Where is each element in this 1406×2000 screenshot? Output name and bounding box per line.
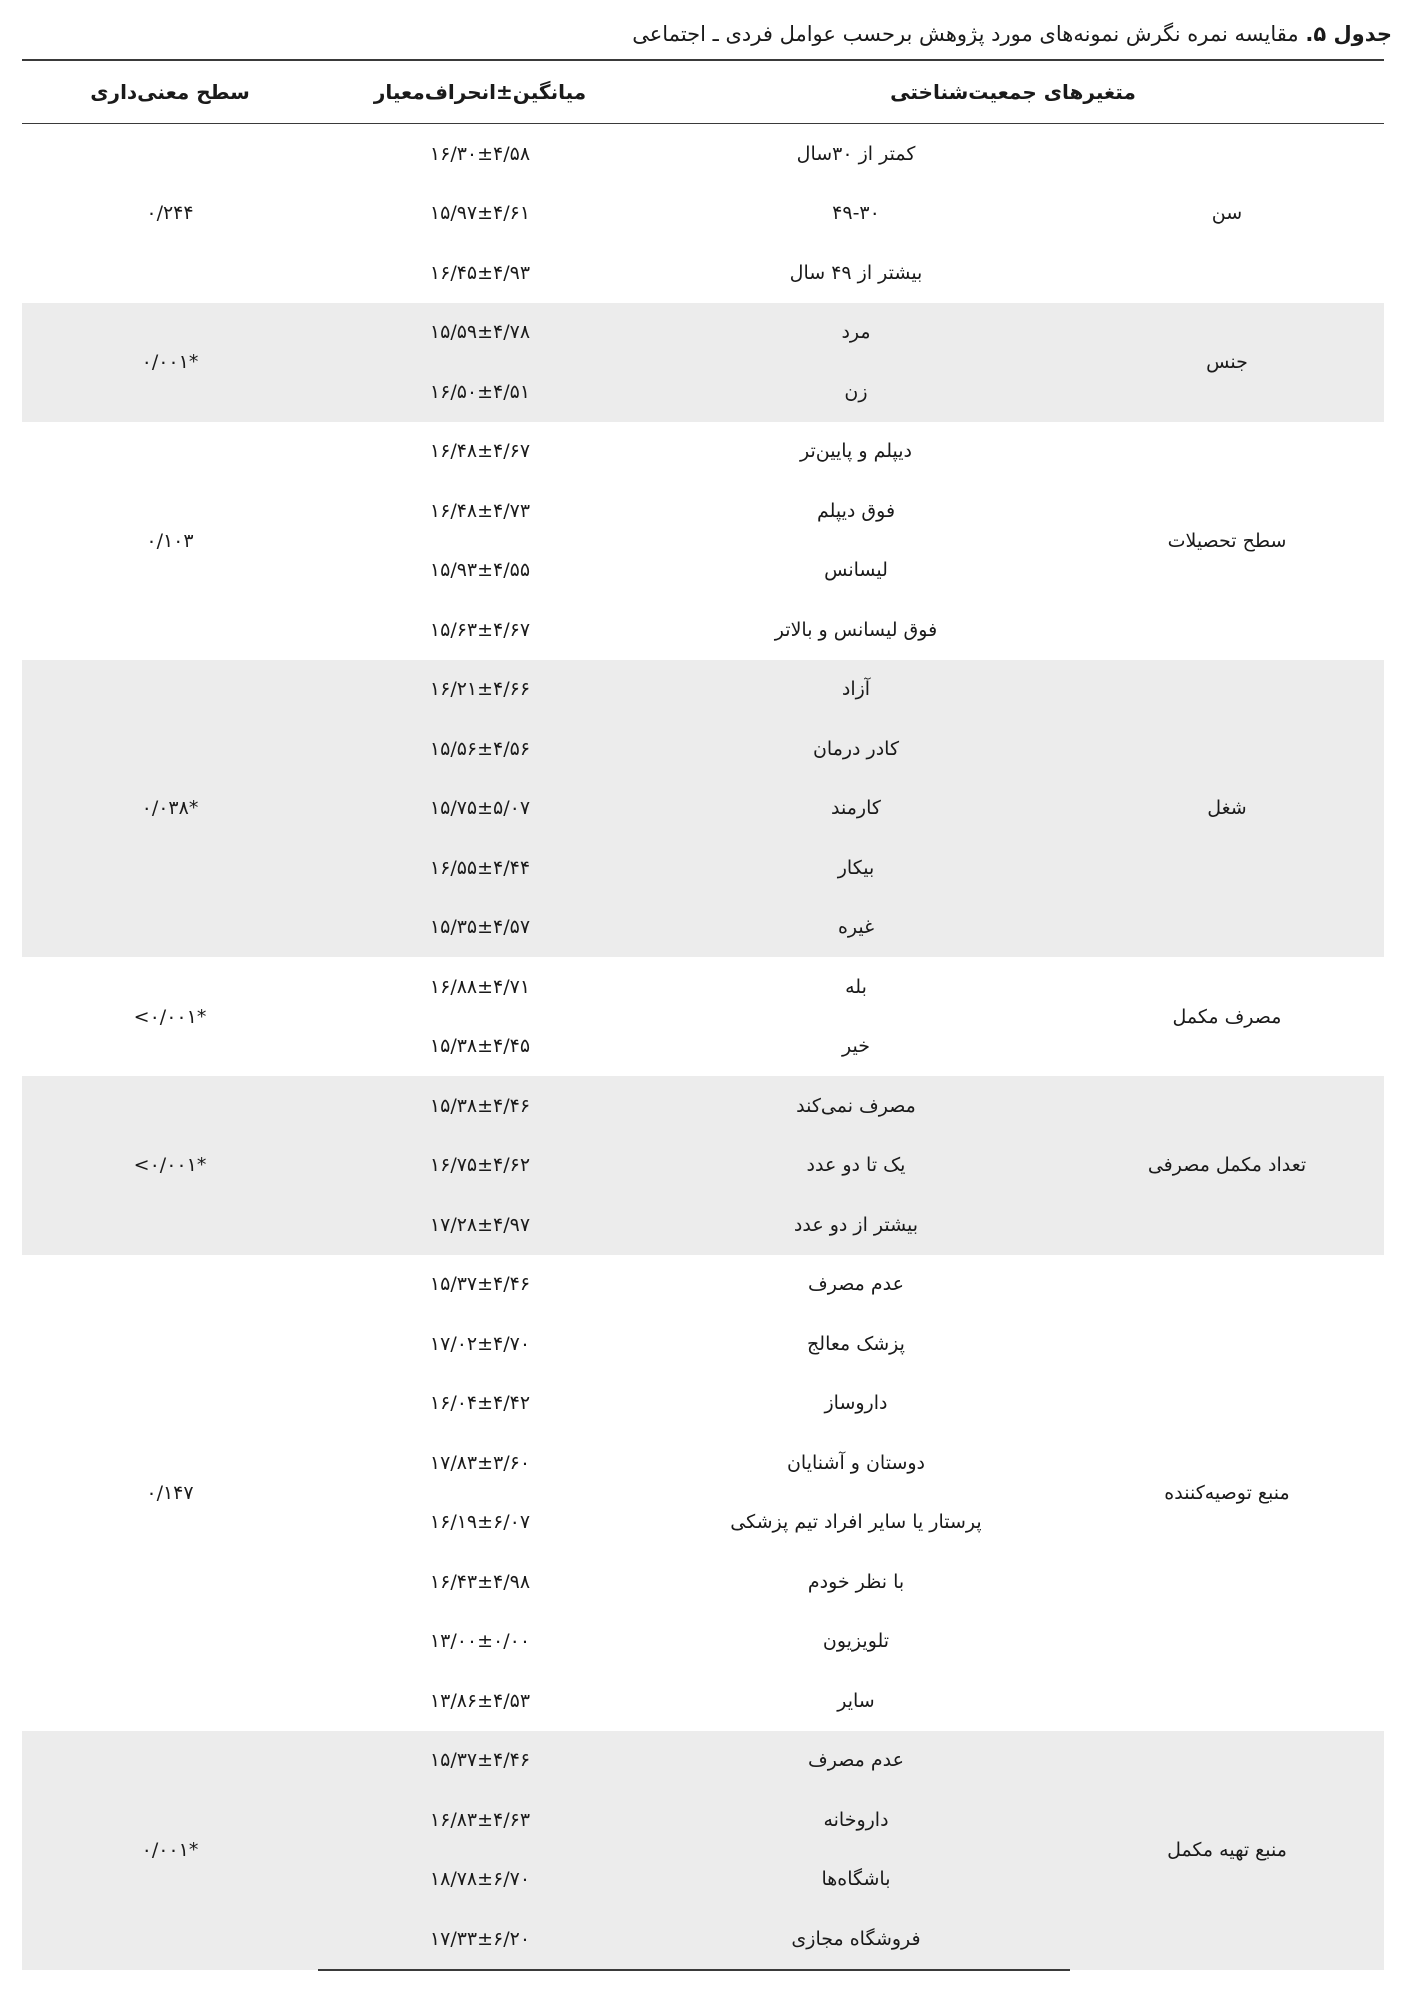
mean-sd-value: ۱۵/۳۸±۴/۴۶ xyxy=(429,1094,531,1117)
significance-value: ۰/۱۰۳ xyxy=(146,529,194,552)
header-mean-sd: میانگین±انحراف‌معیار xyxy=(318,60,642,124)
table-row xyxy=(22,303,1384,363)
variable-name: منبع توصیه‌کننده xyxy=(1164,1481,1290,1504)
mean-sd-value: ۱۵/۷۵±۵/۰۷ xyxy=(429,797,531,820)
category-label: فوق دیپلم xyxy=(816,499,896,522)
category-label: ۴۹-۳۰ xyxy=(832,202,880,225)
mean-sd-cell xyxy=(318,541,642,601)
category-label: بیشتر از دو عدد xyxy=(642,1195,1070,1255)
mean-sd-value: ۱۵/۵۶±۴/۵۶ xyxy=(429,737,531,760)
variable-name: سن xyxy=(1211,202,1243,225)
mean-sd-value: ۱۶/۷۵±۴/۶۲ xyxy=(429,1154,531,1177)
mean-sd-cell xyxy=(318,1790,642,1850)
table-row xyxy=(22,1255,1384,1315)
mean-sd-value: ۱۵/۳۷±۴/۴۶ xyxy=(429,1273,531,1296)
mean-sd-cell xyxy=(318,362,642,422)
mean-sd-cell xyxy=(318,898,642,958)
mean-sd-cell xyxy=(318,1909,642,1970)
mean-sd-cell xyxy=(318,1731,642,1791)
category-label: فوق لیسانس و بالاتر xyxy=(774,618,938,641)
mean-sd-value: ۱۷/۸۳±۳/۶۰ xyxy=(429,1451,531,1474)
table-caption xyxy=(14,14,1392,54)
mean-sd-cell xyxy=(318,1374,642,1434)
significance-value: ۰/۱۴۷ xyxy=(146,1481,194,1504)
mean-sd-value: ۱۵/۳۸±۴/۴۵ xyxy=(429,1035,531,1058)
table-row xyxy=(22,1731,1384,1791)
variable-name: جنس xyxy=(1070,303,1384,422)
category-label: باشگاه‌ها xyxy=(642,1850,1070,1910)
variable-name: مصرف مکمل xyxy=(1172,1005,1282,1028)
mean-sd-value: ۱۵/۵۹±۴/۷۸ xyxy=(429,321,531,344)
table-row xyxy=(22,1076,1384,1136)
mean-sd-value: ۱۶/۴۳±۴/۹۸ xyxy=(429,1570,531,1593)
results-table xyxy=(22,59,1384,1971)
mean-sd-value: ۱۵/۹۳±۴/۵۵ xyxy=(429,559,531,582)
mean-sd-cell xyxy=(318,1195,642,1255)
mean-sd-value: ۱۶/۰۴±۴/۴۲ xyxy=(429,1392,531,1415)
mean-sd-value: ۱۵/۶۳±۴/۶۷ xyxy=(429,618,531,641)
header-variable: متغیرهای جمعیت‌شناختی xyxy=(642,60,1384,124)
caption-text: مقایسه نمره نگرش نمونه‌های مورد پژوهش برحسب عوامل فردی ـ اجتماعی xyxy=(632,22,1299,46)
mean-sd-cell xyxy=(318,1433,642,1493)
category-label: سایر xyxy=(837,1689,875,1712)
category-label: عدم مصرف xyxy=(642,1731,1070,1791)
mean-sd-cell xyxy=(318,1850,642,1910)
category-label: بله xyxy=(845,975,867,998)
mean-sd-cell xyxy=(318,719,642,779)
significance-cell xyxy=(22,1731,318,1970)
mean-sd-cell xyxy=(318,1076,642,1136)
category-label: خیر xyxy=(842,1035,870,1058)
mean-sd-value: ۱۳/۸۶±۴/۵۳ xyxy=(429,1689,531,1712)
category-label: با نظر خودم xyxy=(807,1570,905,1593)
mean-sd-value: ۱۶/۴۸±۴/۶۷ xyxy=(429,440,531,463)
mean-sd-cell xyxy=(318,838,642,898)
significance-value: ۰/۰۰۱* xyxy=(141,351,199,373)
category-label: غیره xyxy=(642,898,1070,958)
category-label: لیسانس xyxy=(824,559,888,582)
caption-label: جدول ۵. xyxy=(1305,22,1392,46)
mean-sd-cell xyxy=(318,1255,642,1315)
mean-sd-value: ۱۳/۰۰±۰/۰۰ xyxy=(429,1630,531,1653)
mean-sd-cell xyxy=(318,660,642,720)
mean-sd-cell xyxy=(318,422,642,482)
category-label: بیشتر از ۴۹ سال xyxy=(789,261,923,284)
category-label: دیپلم و پایین‌تر xyxy=(799,440,912,463)
category-label: مرد xyxy=(642,303,1070,363)
category-label: داروساز xyxy=(824,1392,888,1415)
mean-sd-cell xyxy=(318,1017,642,1077)
category-label: کمتر از ۳۰سال xyxy=(796,142,916,165)
mean-sd-value: ۱۵/۳۷±۴/۴۶ xyxy=(429,1749,531,1772)
variable-name: سطح تحصیلات xyxy=(1167,529,1287,552)
mean-sd-cell xyxy=(318,1136,642,1196)
mean-sd-cell xyxy=(318,1671,642,1731)
mean-sd-cell xyxy=(318,1314,642,1374)
category-label: آزاد xyxy=(642,660,1070,720)
mean-sd-value: ۱۶/۴۸±۴/۷۳ xyxy=(429,499,531,522)
significance-value: <۰/۰۰۱* xyxy=(133,1154,207,1177)
category-label: کارمند xyxy=(642,779,1070,839)
mean-sd-cell xyxy=(318,957,642,1017)
mean-sd-value: ۱۶/۳۰±۴/۵۸ xyxy=(429,142,531,165)
significance-cell xyxy=(22,660,318,958)
mean-sd-value: ۱۷/۳۳±۶/۲۰ xyxy=(429,1927,531,1950)
mean-sd-cell xyxy=(318,303,642,363)
category-label: کادر درمان xyxy=(642,719,1070,779)
significance-value: ۰/۰۰۱* xyxy=(141,1839,199,1861)
significance-cell xyxy=(22,124,318,303)
mean-sd-value: ۱۶/۲۱±۴/۶۶ xyxy=(429,678,531,701)
category-label: پرستار یا سایر افراد تیم پزشکی xyxy=(730,1511,982,1534)
mean-sd-cell xyxy=(318,1552,642,1612)
table-row xyxy=(22,660,1384,720)
significance-value: <۰/۰۰۱* xyxy=(133,1005,207,1028)
table-row xyxy=(22,124,1384,184)
mean-sd-value: ۱۶/۵۵±۴/۴۴ xyxy=(429,856,531,879)
mean-sd-cell xyxy=(318,184,642,244)
significance-value: ۰/۲۴۴ xyxy=(146,202,194,225)
category-label: پزشک معالج xyxy=(807,1332,905,1355)
table-row xyxy=(22,957,1384,1017)
category-label: تلویزیون xyxy=(822,1630,890,1653)
variable-name: منبع تهیه مکمل xyxy=(1070,1731,1384,1970)
mean-sd-value: ۱۷/۰۲±۴/۷۰ xyxy=(429,1332,531,1355)
significance-cell xyxy=(22,1076,318,1255)
mean-sd-cell xyxy=(318,600,642,660)
significance-cell xyxy=(22,957,318,1076)
mean-sd-value: ۱۷/۲۸±۴/۹۷ xyxy=(429,1213,531,1236)
significance-value: ۰/۰۳۸* xyxy=(141,797,199,820)
mean-sd-cell xyxy=(318,779,642,839)
header-significance: سطح معنی‌داری xyxy=(22,60,318,124)
significance-cell xyxy=(22,422,318,660)
category-label: یک تا دو عدد xyxy=(642,1136,1070,1196)
mean-sd-cell xyxy=(318,1612,642,1672)
mean-sd-value: ۱۶/۸۸±۴/۷۱ xyxy=(429,975,531,998)
mean-sd-cell xyxy=(318,1493,642,1553)
table-row xyxy=(22,422,1384,482)
category-label: دوستان و آشنایان xyxy=(786,1451,926,1474)
category-label: عدم مصرف xyxy=(808,1273,904,1296)
category-label: زن xyxy=(642,362,1070,422)
table-body xyxy=(22,124,1384,1970)
header-row xyxy=(22,60,1384,124)
variable-name: تعداد مکمل مصرفی xyxy=(1070,1076,1384,1255)
variable-name: شغل xyxy=(1070,660,1384,958)
mean-sd-value: ۱۸/۷۸±۶/۷۰ xyxy=(429,1868,531,1891)
significance-cell xyxy=(22,1255,318,1731)
category-label: داروخانه xyxy=(642,1790,1070,1850)
mean-sd-value: ۱۵/۳۵±۴/۵۷ xyxy=(429,916,531,939)
category-label: بیکار xyxy=(642,838,1070,898)
mean-sd-cell xyxy=(318,124,642,184)
mean-sd-value: ۱۶/۸۳±۴/۶۳ xyxy=(429,1808,531,1831)
mean-sd-value: ۱۶/۵۰±۴/۵۱ xyxy=(429,380,531,403)
mean-sd-cell xyxy=(318,243,642,303)
mean-sd-value: ۱۶/۴۵±۴/۹۳ xyxy=(429,261,531,284)
category-label: فروشگاه مجازی xyxy=(642,1909,1070,1970)
mean-sd-value: ۱۵/۹۷±۴/۶۱ xyxy=(429,202,531,225)
significance-cell xyxy=(22,303,318,422)
category-label: مصرف نمی‌کند xyxy=(642,1076,1070,1136)
mean-sd-cell xyxy=(318,481,642,541)
mean-sd-value: ۱۶/۱۹±۶/۰۷ xyxy=(429,1511,531,1534)
